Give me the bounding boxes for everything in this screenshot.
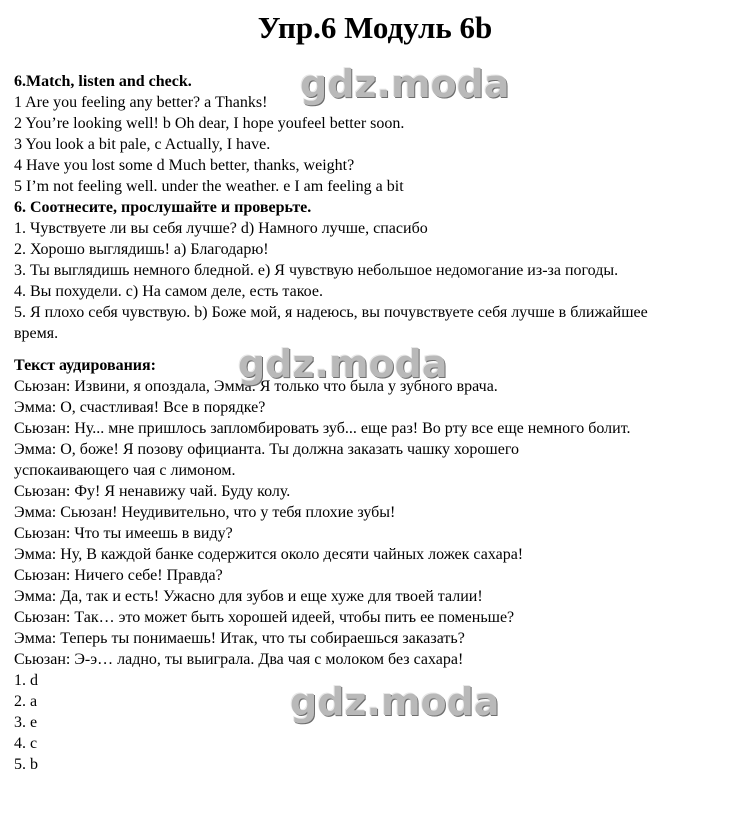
dialogue-line: Сьюзан: Э-э… ладно, ты выиграла. Два чая с молоком без сахара! [14,651,464,668]
page-title: Упр.6 Модуль 6b [257,10,493,45]
dialogue-line: Эмма: Сьюзан! Неудивительно, что у тебя плохие зубы! [14,504,396,521]
dialogue-line: Эмма: О, счастливая! Все в порядке? [14,399,266,416]
dialogue-line: Эмма: Да, так и есть! Ужасно для зубов и еще хуже для твоей талии! [14,588,483,605]
exercise-content [14,71,744,775]
english-line: 2 You’re looking well! b Oh dear, I hope youfeel better soon. [14,115,405,132]
answer-item: 4. c [14,735,38,752]
russian-line: 4. Вы похудели. с) На самом деле, есть такое. [14,283,323,300]
russian-line: 5. Я плохо себя чувствую. b) Боже мой, я надеюсь, вы почувствуете себя лучше в ближайшее время. [14,304,648,342]
russian-line: 3. Ты выглядишь немного бледной. е) Я чувствую небольшое недомогание из-за погоды. [14,262,619,279]
answer-item: 2. a [14,693,38,710]
answer-item: 3. e [14,714,38,731]
answer-item: 5. b [14,756,38,773]
russian-line: 2. Хорошо выглядишь! а) Благодарю! [14,241,269,258]
dialogue-line: Сьюзан: Ничего себе! Правда? [14,567,223,584]
dialogue-line: Сьюзан: Ну... мне пришлось запломбировать зуб... еще раз! Во рту все еще немного болит. [14,420,631,437]
english-heading: 6.Match, listen and check. [14,73,192,90]
english-line: 5 I’m not feeling well. under the weather. e I am feeling a bit [14,178,404,195]
english-line: 1 Are you feeling any better? a Thanks! [14,94,268,111]
dialogue-line: Сьюзан: Что ты имеешь в виду? [14,525,233,542]
watermark: gdz.moda [300,62,510,106]
english-line: 3 You look a bit pale, c Actually, I have. [14,136,271,153]
dialogue-line: Сьюзан: Фу! Я ненавижу чай. Буду колу. [14,483,291,500]
english-line: 4 Have you lost some d Much better, thanks, weight? [14,157,355,174]
answer-item: 1. d [14,672,38,689]
watermark: gdz.moda [238,342,448,386]
watermark: gdz.moda [290,680,500,724]
audio-script-heading: Текст аудирования: [14,357,156,374]
russian-heading: 6. Соотнесите, прослушайте и проверьте. [14,199,312,216]
dialogue-line: Эмма: О, боже! Я позову официанта. Ты должна заказать чашку хорошего успокаивающего чая с лимоном. [14,441,519,479]
dialogue-line: Эмма: Ну, В каждой банке содержится около десяти чайных ложек сахара! [14,546,524,563]
dialogue-line: Сьюзан: Так… это может быть хорошей идеей, чтобы пить ее поменьше? [14,609,515,626]
russian-line: 1. Чувствуете ли вы себя лучше? d) Намного лучше, спасибо [14,220,428,237]
dialogue-line: Сьюзан: Извини, я опоздала, Эмма. Я только что была у зубного врача. [14,378,498,395]
dialogue-line: Эмма: Теперь ты понимаешь! Итак, что ты собираешься заказать? [14,630,465,647]
